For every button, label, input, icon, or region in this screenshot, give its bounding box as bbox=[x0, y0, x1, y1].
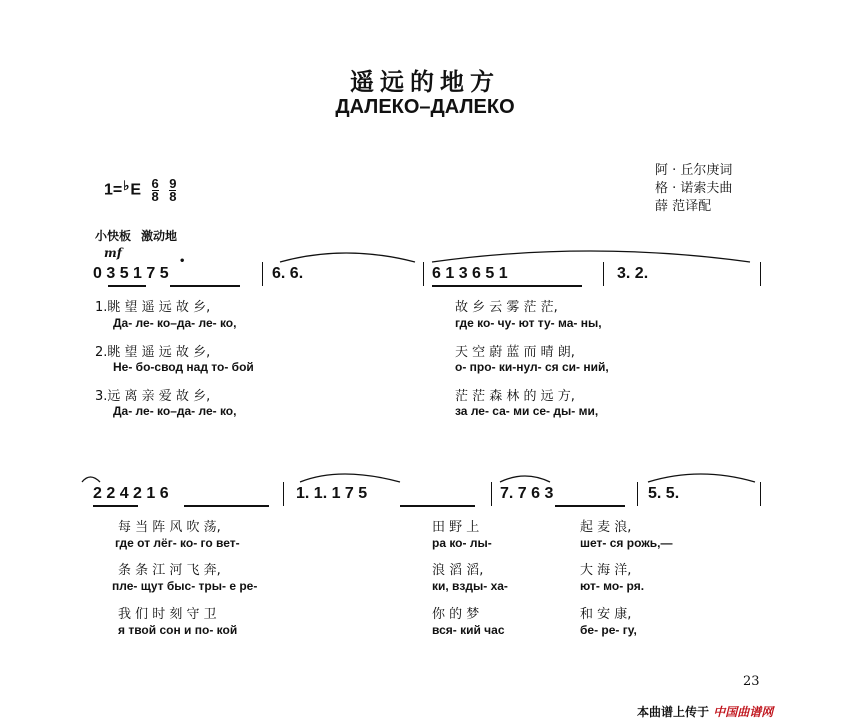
lyricist: 阿 · 丘尔庚词 bbox=[655, 163, 733, 178]
verse2-ru-b-2: ки, взды- ха- bbox=[432, 579, 508, 593]
page-number: 23 bbox=[743, 674, 760, 689]
verse1-cn-c-2: 起 麦 浪, bbox=[580, 520, 632, 535]
verse1-cn-a: 1.眺 望 遥 远 故 乡, bbox=[95, 300, 211, 315]
time-signature-2: $\frac{9}{8}$ bbox=[169, 176, 177, 204]
verse2-cn-b-2: 浪 滔 滔, bbox=[432, 563, 484, 578]
verse1-ru-b: где ко- чу- ют ту- ма- ны, bbox=[455, 316, 602, 330]
measure-2: 6. 6. bbox=[272, 265, 304, 282]
verse1-ru-b-2: ра ко- лы- bbox=[432, 536, 492, 550]
verse1-cn-b: 故 乡 云 雾 茫 茫, bbox=[455, 300, 558, 315]
song-title-russian: ДАЛЕКО–ДАЛЕКО bbox=[335, 96, 515, 118]
verse2-cn-a-2: 条 条 江 河 飞 奔, bbox=[118, 563, 221, 578]
flat-sign: ♭ bbox=[123, 177, 130, 193]
verse1-ru-a-2: где от лёг- ко- го вет- bbox=[115, 536, 240, 550]
translator: 薛 范译配 bbox=[655, 199, 712, 214]
verse3-cn-c-2: 和 安 康, bbox=[580, 607, 632, 622]
measure-1: 0 3 5 1 7 5 bbox=[93, 265, 169, 282]
key-letter: E bbox=[130, 181, 142, 199]
verse2-cn-c-2: 大 海 洋, bbox=[580, 563, 632, 578]
verse3-ru-b: за ле- са- ми се- ды- ми, bbox=[455, 404, 599, 418]
measure-3: 6 1 3 6 5 1 bbox=[432, 265, 508, 282]
verse3-ru-a-2: я твой сон и по- кой bbox=[118, 623, 238, 637]
verse1-ru-a: Да- ле- ко–да- ле- ко, bbox=[113, 316, 237, 330]
verse3-ru-a: Да- ле- ко–да- ле- ко, bbox=[113, 404, 237, 418]
verse3-cn-b: 茫 茫 森 林 的 远 方, bbox=[455, 389, 575, 404]
dynamic-marking: mf bbox=[104, 246, 122, 260]
composer: 格 · 诺索夫曲 bbox=[655, 181, 733, 196]
time-signature-1: $\frac{6}{8}$ bbox=[151, 176, 159, 204]
footer-source: 本曲谱上传于 中国曲谱网 bbox=[637, 705, 774, 719]
key-prefix: 1= bbox=[104, 181, 123, 199]
verse2-ru-a-2: пле- щут быс- тры- е ре- bbox=[112, 579, 258, 593]
verse3-ru-c-2: бе- ре- гу, bbox=[580, 623, 637, 637]
measure-6: 1. 1. 1 7 5 bbox=[296, 485, 368, 502]
measure-7: 7. 7 6 3 bbox=[500, 485, 554, 502]
verse2-cn-a: 2.眺 望 遥 远 故 乡, bbox=[95, 345, 211, 360]
verse3-ru-b-2: вся- кий час bbox=[432, 623, 505, 637]
verse2-cn-b: 天 空 蔚 蓝 而 晴 朗, bbox=[455, 345, 575, 360]
verse2-ru-a: Не- бо-свод над то- бой bbox=[113, 360, 254, 374]
measure-4: 3. 2. bbox=[617, 265, 649, 282]
measure-8: 5. 5. bbox=[648, 485, 680, 502]
verse1-cn-a-2: 每 当 阵 风 吹 荡, bbox=[118, 520, 221, 535]
verse1-ru-c-2: шет- ся рожь,— bbox=[580, 536, 673, 550]
site-logo: 中国曲谱网 bbox=[713, 705, 774, 719]
measure-5: 2 2 4 2 1 6 bbox=[93, 485, 169, 502]
octave-dot: • bbox=[179, 256, 186, 267]
verse3-cn-a-2: 我 们 时 刻 守 卫 bbox=[118, 607, 217, 622]
tempo-mood: 激动地 bbox=[141, 229, 178, 243]
verse1-cn-b-2: 田 野 上 bbox=[432, 520, 480, 535]
verse2-ru-c-2: ют- мо- ря. bbox=[580, 579, 645, 593]
tempo-speed: 小快板 bbox=[95, 229, 132, 243]
verse3-cn-a: 3.远 离 亲 爱 故 乡, bbox=[95, 389, 211, 404]
song-title-chinese: 遥远的地方 bbox=[350, 67, 500, 96]
verse2-ru-b: о- про- ки-нул- ся си- ний, bbox=[455, 360, 609, 374]
verse3-cn-b-2: 你 的 梦 bbox=[432, 607, 480, 622]
